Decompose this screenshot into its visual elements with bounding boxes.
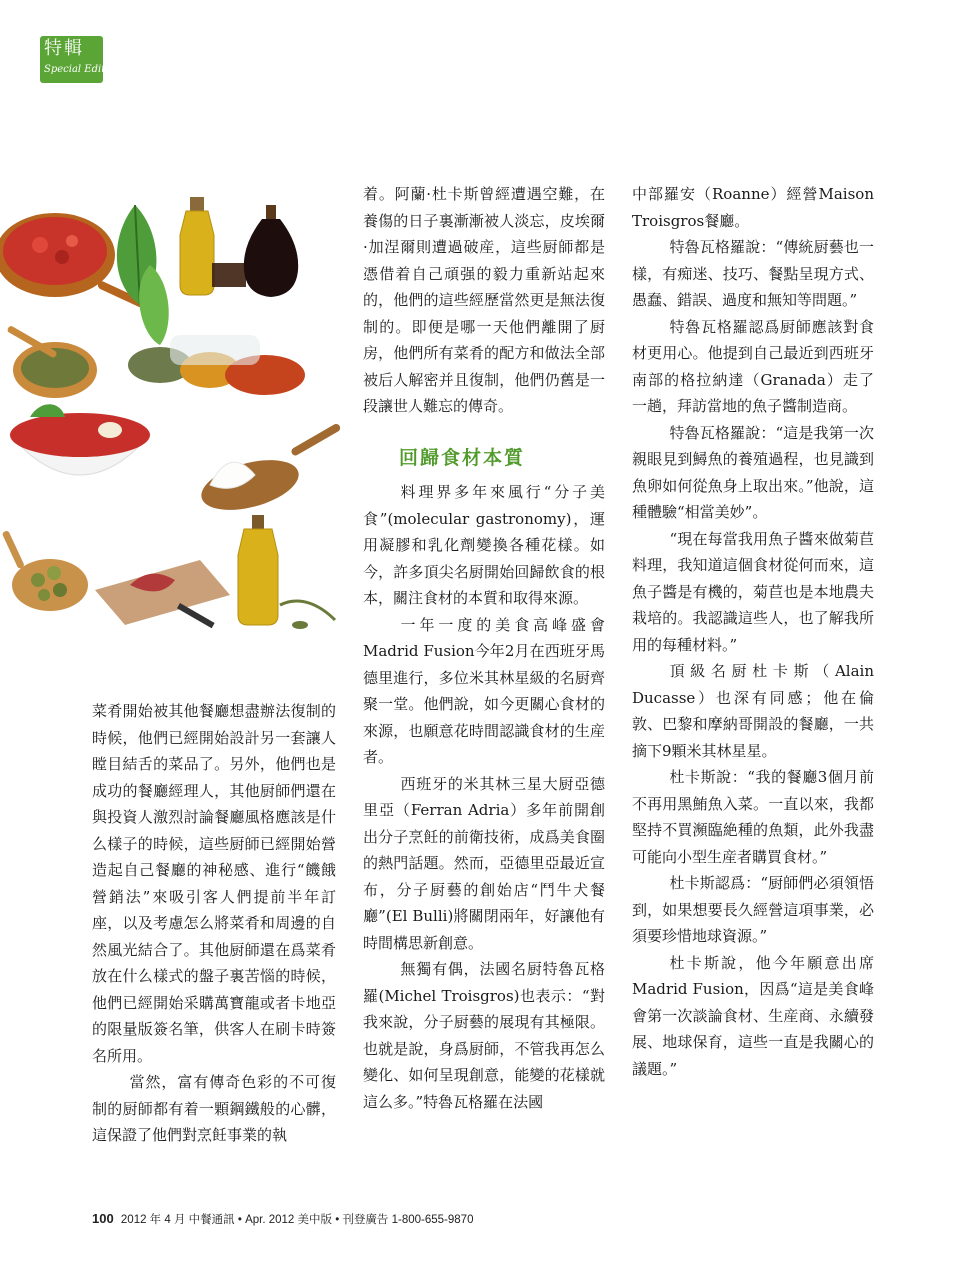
paragraph: 料理界多年來風行“分子美食”(molecular gastronomy)，運用凝膠和乳化劑變換各種花樣。如今，許多頂尖名厨開始回歸飲食的根本，關注食材的本質和取得來源。	[363, 483, 605, 607]
paragraph: “現在每當我用魚子醬來做菊苣料理，我知道這個食材從何而來，這魚子醬是有機的，菊苣也是本地農夫栽培的。我認識這些人，也了解我所用的每種材料。”	[632, 529, 874, 654]
badge-title: 特輯	[44, 38, 84, 59]
cutting-board-icon	[95, 560, 230, 628]
basil-leaves-icon	[117, 205, 169, 345]
paragraph: 杜卡斯認爲：“厨師們必須領悟到，如果想要長久經營這項事業，必須要珍惜地球資源。”	[632, 874, 874, 945]
herb-spoon-icon	[7, 325, 98, 398]
paragraph: 一年一度的美食高峰盛會Madrid Fusion今年2月在西班牙馬德里進行，多位米其林星級的名厨齊聚一堂。他們說，如今更關心食材的來源，也願意花時間認識食材的生産者。	[363, 615, 605, 766]
article-column-1	[92, 698, 336, 1149]
special-edition-badge	[40, 36, 121, 83]
food-ingredients-illustration	[0, 185, 345, 645]
paragraph: 中部羅安（Roanne）經營Maison Troisgros餐廳。	[632, 185, 874, 230]
paragraph: 特魯瓦格羅說：“這是我第一次親眼見到鱘魚的養殖過程，也見識到魚卵如何從魚身上取出來。”他說，這種體驗“相當美妙”。	[632, 423, 874, 521]
tomato-sauce-bowl-icon	[10, 404, 150, 475]
paragraph: 特魯瓦格羅認爲厨師應該對食材更用心。他提到自己最近到西班牙南部的格拉納達（Granada）走了一趟，拜訪當地的魚子醬制造商。	[632, 317, 874, 415]
paragraph: 當然，富有傳奇色彩的不可復制的厨師都有着一顆鋼鐵般的心髒，這保證了他們對烹飪事業的執	[92, 1073, 336, 1144]
spice-jars-icon	[128, 335, 305, 395]
capers-spoon-icon	[2, 530, 88, 611]
olive-oil-bottle-icon	[180, 197, 246, 295]
paragraph: 着。阿蘭·杜卡斯曾經遭遇空難，在養傷的日子裏漸漸被人淡忘，皮埃爾·加涅爾則遭過破産，這些厨師都是憑借着自己頑强的毅力重新站起來的，他們的這些經歷當然更是無法復制的。即便是哪一天他們離開了厨房，他們所有菜肴的配方和做法全部被后人解密并且復制，他們仍舊是一段讓世人難忘的傳奇。	[363, 185, 605, 415]
paragraph: 杜卡斯說：“我的餐廳3個月前不再用黑鮪魚入菜。一直以來，我都堅持不買瀕臨絶種的魚類，此外我盡可能向小型生産者購買食材。”	[632, 768, 874, 866]
balsamic-bottle-icon	[244, 205, 298, 297]
paragraph: 頂級名厨杜卡斯（Alain Ducasse）也深有同感；他在倫敦、巴黎和摩納哥開設的餐廳，一共摘下9顆米其林星星。	[632, 662, 874, 760]
page-footer	[92, 1211, 473, 1227]
paragraph: 無獨有偶，法國名厨特魯瓦格羅(Michel Troisgros)也表示：“對我來說，分子厨藝的展現有其極限。也就是說，身爲厨師，不管我再怎么變化、如何呈現創意，能變的花樣就這么多。”特魯瓦格羅在法國	[363, 960, 605, 1111]
footer-info: 2012 年 4 月 中餐通訊 • Apr. 2012 美中版 • 刊登廣告 1-800-655-9870	[120, 1214, 474, 1226]
paragraph: 特魯瓦格羅說：“傳統厨藝也一樣，有痴迷、技巧、餐點呈現方式、愚蠢、錯誤、過度和無知等問題。”	[632, 238, 874, 309]
paragraph: 杜卡斯說，他今年願意出席Madrid Fusion，因爲“這是美食峰會第一次談論食材、生産商、永續發展、地球保育，這些一直是我關心的議題。”	[632, 953, 874, 1078]
oil-bottle-small-icon	[238, 515, 335, 629]
section-heading: 回歸食材本質	[399, 446, 526, 469]
paragraph: 菜肴開始被其他餐廳想盡辦法復制的時候，他們已經開始設計另一套讓人瞠目結舌的菜品了。另外，他們也是成功的餐廳經理人，其他厨師們還在與投資人激烈討論餐廳風格應該是什么樣子的時候，這些厨師已經開始營造起自己餐廳的神秘感、進行“饑餓營銷法”來吸引客人們提前半年訂座，以及考慮怎么將菜肴和周邊的自然風光結合了。其他厨師還在爲菜肴放在什么樣式的盤子裏苦惱的時候，他們已經開始采購萬寶龍或者卡地亞的限量版簽名筆，供客人在刷卡時簽名所用。	[92, 702, 336, 1065]
cream-spoon-icon	[196, 423, 342, 520]
badge-subtitle: Special Edition	[44, 64, 121, 75]
article-column-2	[363, 181, 605, 1115]
page-number: 100	[92, 1211, 114, 1226]
article-column-3	[632, 181, 874, 1082]
paragraph: 西班牙的米其林三星大厨亞德里亞（Ferran Adria）多年前開創出分子烹飪的前衛技術，成爲美食圈的熱門話題。然而，亞德里亞最近宣布，分子厨藝的創始店“鬥牛犬餐廳”(El Bulli)將關閉兩年，好讓他有時間構思新創意。	[363, 774, 605, 952]
